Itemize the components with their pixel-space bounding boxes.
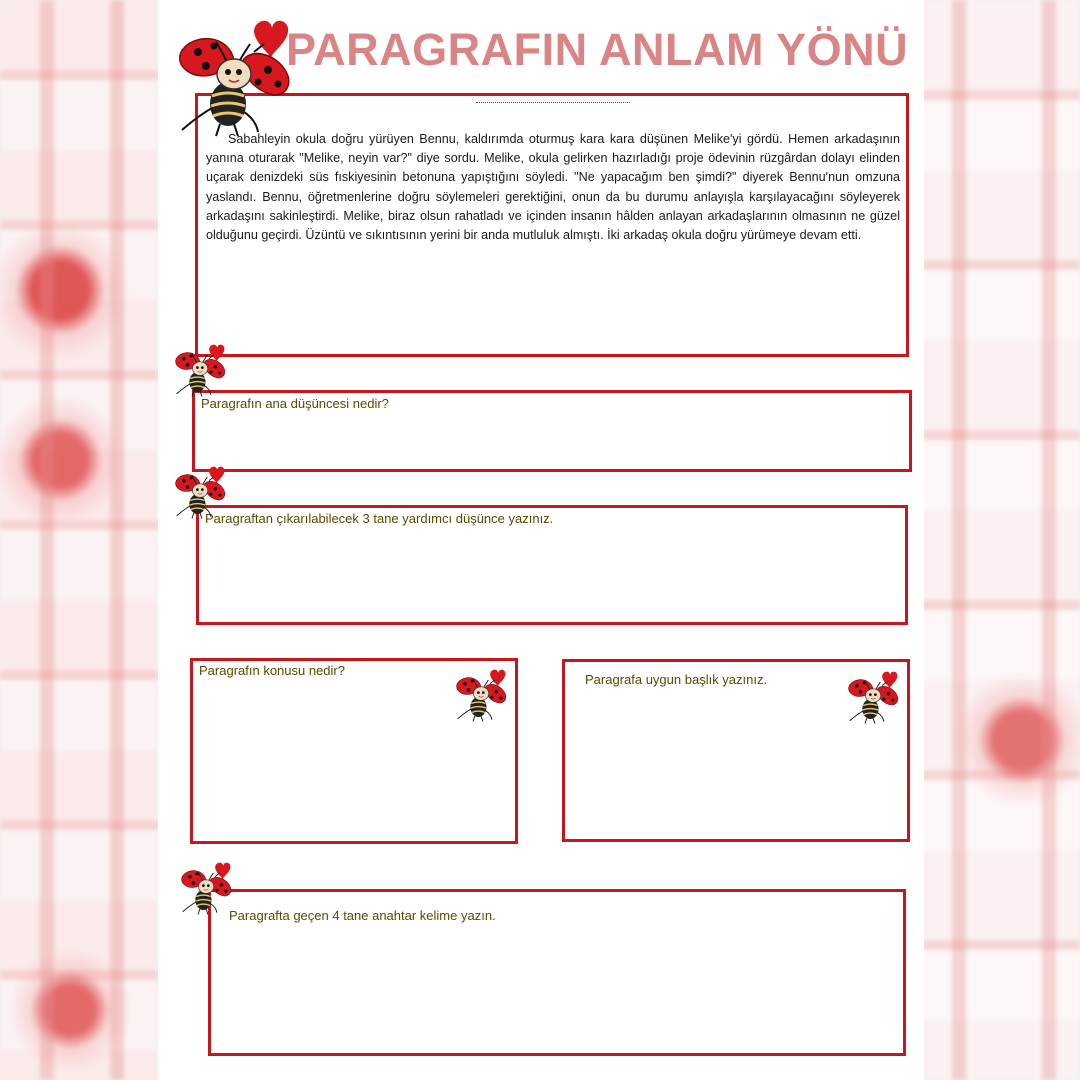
main-idea-box[interactable] xyxy=(192,390,912,472)
ladybug-icon xyxy=(847,667,901,725)
keywords-question: Paragrafta geçen 4 tane anahtar kelime yazın. xyxy=(229,908,496,923)
story-box xyxy=(195,93,909,357)
supporting-ideas-question: Paragraftan çıkarılabilecek 3 tane yardımcı düşünce yazınız. xyxy=(205,511,554,526)
worksheet-page xyxy=(158,0,924,1080)
ladybug-icon xyxy=(180,858,234,916)
topic-question: Paragrafın konusu nedir? xyxy=(199,663,345,678)
supporting-ideas-box[interactable] xyxy=(196,505,908,625)
title-prompt-question: Paragrafa uygun başlık yazınız. xyxy=(585,672,768,687)
main-idea-question: Paragrafın ana düşüncesi nedir? xyxy=(201,396,389,411)
story-text: Sabahleyin okula doğru yürüyen Bennu, kaldırımda oturmuş kara kara düşünen Melike'yi gördü. Hemen arkadaşının yanına oturarak "Melike, neyin var?" diye sordu. Melike, okula gelirken hazırladığı proje ödevinin rüzgârdan dolayı elinden uçarak denizdeki süs fıskiyesinin betonuna yapıştığını söyledi. "Ne yapacağım ben şimdi?" diyerek Bennu'nun omzuna yaslandı. Bennu, öğretmenlerine doğru söylemeleri gerektiğini, onun da bu durumu anlayışla karşılayacağını söyleyerek arkadaşını sakinleştirdi. Melike, biraz olsun rahatladı ve içinden insanın hâlden anlayan arkadaşlarının olmasının ne güzel olduğunu geçirdi. Üzüntü ve sıkıntısının yerini bir anda mutluluk almıştı. İki arkadaş okula doğru yürümeye devam etti. xyxy=(206,132,900,243)
ladybug-icon xyxy=(455,665,509,723)
left-blurred-backdrop xyxy=(0,0,158,1080)
title-prompt-box[interactable] xyxy=(562,659,910,842)
worksheet-title: PARAGRAFIN ANLAM YÖNÜ xyxy=(286,24,909,75)
keywords-box[interactable] xyxy=(208,889,906,1056)
right-blurred-backdrop xyxy=(922,0,1080,1080)
ladybug-icon xyxy=(174,340,228,398)
ladybug-icon xyxy=(174,462,228,520)
topic-box[interactable] xyxy=(190,658,518,844)
ladybug-icon xyxy=(176,12,296,138)
dotted-title-line xyxy=(476,102,630,103)
